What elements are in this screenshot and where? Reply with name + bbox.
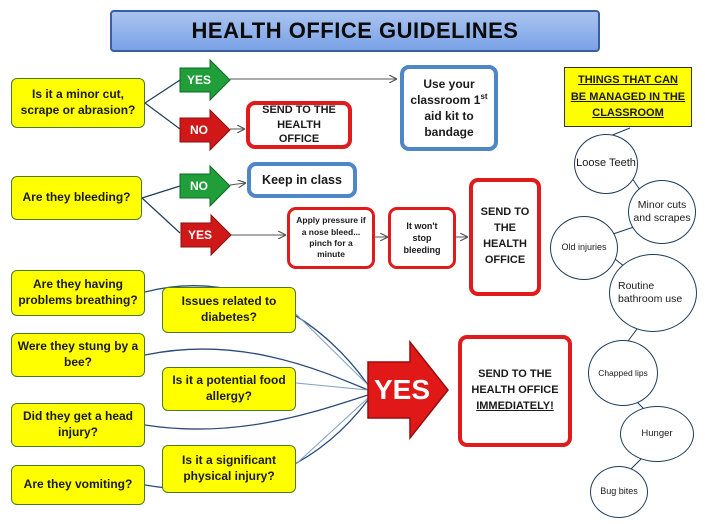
send-immediately-text: SEND TO THE HEALTH OFFICE (471, 368, 559, 397)
classroom-item-bug-bites: Bug bites (590, 466, 648, 518)
classroom-header: THINGS THAT CAN BE MANAGED IN THE CLASSROOM (564, 67, 692, 127)
classroom-item-minor-cuts: Minor cuts and scrapes (628, 180, 696, 244)
question-stung: Were they stung by a bee? (11, 333, 145, 377)
apply-pressure-box: Apply pressure if a nose bleed... pinch for a minute (287, 207, 375, 269)
first-aid-kit-box: Use your classroom 1st aid kit to bandage (400, 65, 498, 151)
question-minor-cut: Is it a minor cut, scrape or abrasion? (11, 78, 145, 128)
wont-stop-bleeding-box: It won't stop bleeding (388, 207, 456, 269)
yes-label-1: YES (186, 73, 211, 87)
question-physical-injury: Is it a significant physical injury? (162, 445, 296, 493)
question-breathing: Are they having problems breathing? (11, 270, 145, 316)
send-immediately-box (458, 335, 572, 447)
classroom-item-old-injuries: Old injuries (550, 216, 618, 280)
question-diabetes: Issues related to diabetes? (162, 287, 296, 333)
question-bleeding: Are they bleeding? (11, 176, 142, 220)
keep-in-class-box: Keep in class (247, 162, 357, 198)
send-health-office-box-2: SEND TO THE HEALTH OFFICE (469, 178, 541, 296)
question-vomiting: Are they vomiting? (11, 465, 145, 505)
classroom-item-chapped-lips: Chapped lips (588, 340, 658, 406)
page-title: HEALTH OFFICE GUIDELINES (110, 10, 600, 52)
classroom-item-routine-bathroom: Routine bathroom use (609, 254, 697, 332)
classroom-item-hunger: Hunger (620, 406, 694, 462)
immediately-text: IMMEDIATELY! (476, 399, 554, 412)
no-label-2: NO (190, 179, 208, 193)
send-health-office-box-1: SEND TO THE HEALTH OFFICE (246, 101, 352, 149)
question-head-injury: Did they get a head injury? (11, 403, 145, 447)
yes-label-2: YES (187, 228, 212, 242)
question-food-allergy: Is it a potential food allergy? (162, 367, 296, 411)
no-label-1: NO (190, 123, 208, 137)
classroom-item-loose-teeth: Loose Teeth (574, 134, 638, 194)
big-yes-label: YES (373, 374, 431, 405)
